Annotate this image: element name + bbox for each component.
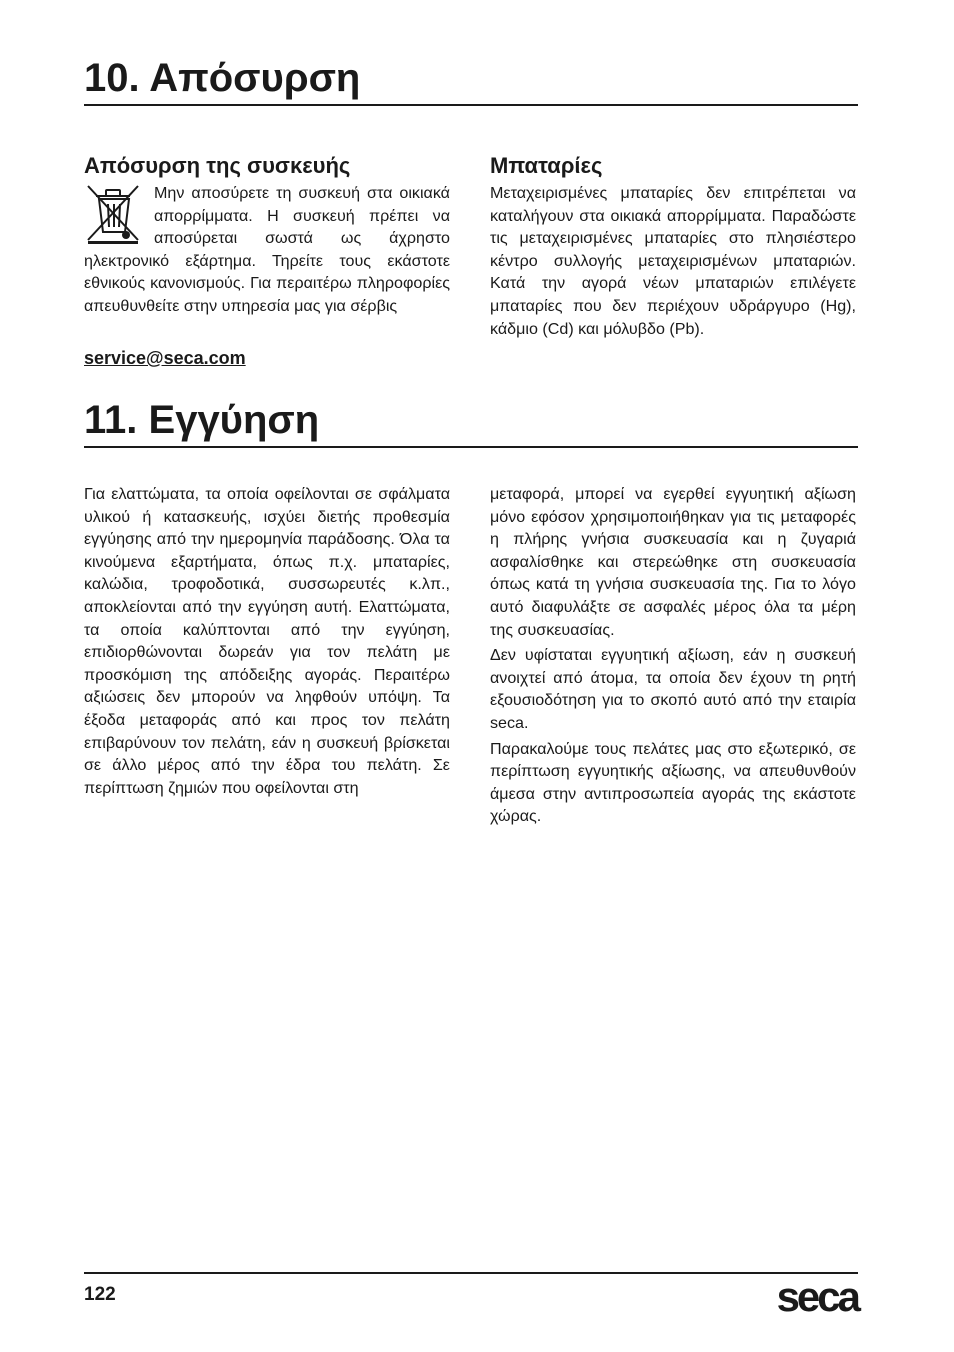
batteries-heading: Μπαταρίες [490, 153, 603, 178]
device-disposal-text-block [84, 182, 450, 318]
service-email-link[interactable]: service@seca.com [84, 348, 246, 368]
section-10-title: 10. Απόσυρση [84, 56, 361, 100]
warranty-unauthorized-paragraph: Δεν υφίσταται εγγυητική αξίωση, εάν η συσκευή ανοιχτεί από άτομα, τα οποία δεν έχουν τη ρητή εξουσιοδότηση για το σκοπό αυτό από την εταιρία seca. [490, 646, 856, 732]
section-10-rule [84, 104, 858, 106]
crossed-out-wheelie-bin-icon [84, 182, 142, 244]
warranty-transport-paragraph: μεταφορά, μπορεί να εγερθεί εγγυητική αξίωση μόνο εφόσον χρησιμοποιήθηκαν για τις μεταφορές η πλήρης γνήσια συσκευασία και η ζυγαριά ασφαλίσθηκε και στερεώθηκε στη συσκευασία όπως κατά τη γνήσια συσκευασία της. Για το λόγο αυτό διαφυλάξτε σε ασφαλές μέρος όλα τα μέρη της συσκευασίας. [490, 485, 856, 639]
page-number: 122 [84, 1284, 116, 1305]
batteries-text: Μεταχειρισμένες μπαταρίες δεν επιτρέπεται να καταλήγουν στα οικιακά απορρίμματα. Παραδώστε τις μεταχειρισμένες μπαταρίες στο πλησιέστερο κέντρο συλλογής μεταχειρισμένων μπαταριών. Κατά την αγορά νέων μπαταριών επιλέγετε μπαταρίες που δεν περιέχουν υδράργυρο (Hg), κάδμιο (Cd) και μόλυβδο (Pb). [490, 184, 856, 338]
warranty-left-text: Για ελαττώματα, τα οποία οφείλονται σε σφάλματα υλικού ή κατασκευής, ισχύει διετής προθεσμία εγγύησης από την ημερομηνία παράδοσης. Όλα τα κινούμενα εξαρτήματα, όπως π.χ. μπαταρίες, καλώδια, τροφοδοτικά, συσσωρευτές κ.λπ., αποκλείονται από την εγγύηση αυτή. Ελαττώματα, τα οποία καλύπτονται από την εγγύηση, επιδιορθώνονται δωρεάν για τον πελάτη με προσκόμιση της απόδειξης αγοράς. Περαιτέρω αξιώσεις δεν μπορούν να ληφθούν υπόψη. Τα έξοδα μεταφοράς από και προς τον πελάτη επιβαρύνουν τον πελάτη, εάν η συσκευή βρίσκεται σε άλλο μέρος από την έδρα του πελάτη. Σε περίπτωση ζημιών που οφείλονται στη [84, 485, 450, 797]
device-disposal-text: Μην αποσύρετε τη συσκευή στα οικιακά απορρίμματα. Η συσκευή πρέπει να αποσύρεται σωστά ως άχρηστο ηλεκτρονικό εξάρτημα. Τηρείτε τους εκάστοτε εθνικούς κανονισμούς. Για περαιτέρω πληροφορίες απευθυνθείτε στην υπηρεσία μας για σέρβις [84, 184, 450, 315]
warranty-right-column [490, 483, 856, 831]
device-disposal-heading: Απόσυρση της συσκευής [84, 153, 351, 178]
section-11-rule [84, 446, 858, 448]
seca-logo: seca [776, 1273, 858, 1320]
section-11-title: 11. Εγγύηση [84, 398, 320, 442]
warranty-abroad-paragraph: Παρακαλούμε τους πελάτες μας στο εξωτερικό, σε περίπτωση εγγυητικής αξίωσης, να απευθυνθούν άμεσα στην αντιπροσωπεία αγοράς της εκάστοτε χώρας. [490, 739, 856, 826]
footer-rule [84, 1272, 858, 1274]
